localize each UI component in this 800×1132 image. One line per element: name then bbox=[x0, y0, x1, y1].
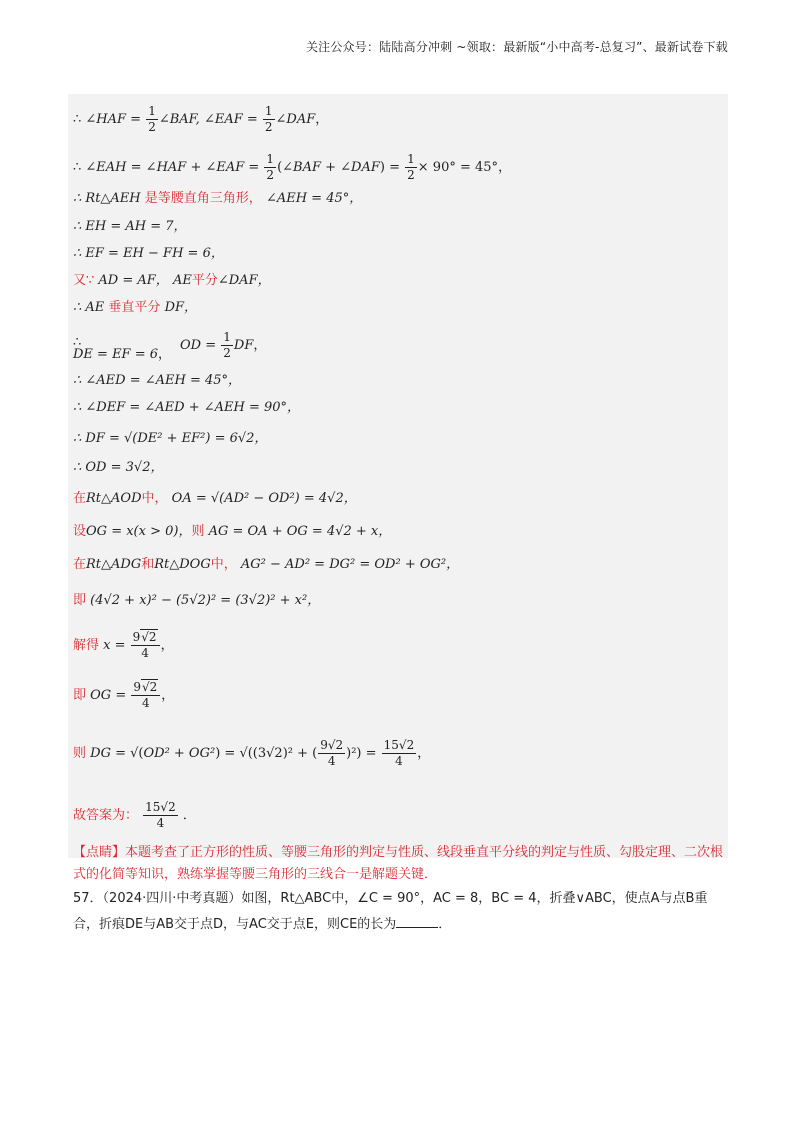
page-header: 关注公众号：陆陆高分冲刺 ~领取：最新版“小中高考-总复习”、最新试卷下载 bbox=[305, 40, 728, 54]
fraction: $\frac{9√2}{4}$ bbox=[131, 680, 160, 711]
solution-line-3: ∴ Rt△AEH 是等腰直角三角形， ∠AEH = 45°， bbox=[73, 191, 363, 206]
solution-line-8: ∴ DE = EF = 6， bbox=[73, 335, 172, 362]
solution-line-20: 故答案为： $\frac{15√2}{4}$ ． bbox=[73, 800, 196, 830]
solution-line-19: 则 DG = √(OD² + OG²) = √((3√2)² + ( $\frac{9√2}{4}$ )²) = $\frac{15√2}{4}$ ， bbox=[73, 738, 431, 768]
fraction: $\frac{1}{2}$ bbox=[266, 152, 275, 182]
question-number: 57． bbox=[73, 891, 103, 906]
fraction: $\frac{1}{2}$ bbox=[223, 330, 231, 360]
fraction: $\frac{9√2}{4}$ bbox=[131, 630, 160, 661]
solution-line-17: 解得 x = $\frac{9√2}{4}$ ， bbox=[73, 630, 174, 660]
fraction: $\frac{9√2}{4}$ bbox=[320, 738, 344, 768]
question-text: 如图，Rt△ABC中，∠C = 90°，AC = 8，BC = 4，折叠∨ABC，使点A与点B重合，折痕DE与AB交于点D，与AC交于点E，则CE的长为 bbox=[73, 891, 708, 932]
solution-line-8b: OD = $\frac{1}{2}$ DF， bbox=[180, 330, 267, 360]
fraction: $\frac{1}{2}$ bbox=[264, 104, 273, 134]
solution-line-5: ∴ EF = EH − FH = 6， bbox=[73, 246, 224, 261]
solution-line-1: ∴ ∠HAF = $\frac{1}{2}$ ∠BAF, ∠EAF = $\frac{1}{2}$ ∠DAF， bbox=[73, 104, 329, 134]
solution-line-11: ∴ DF = √(DE² + EF²) = 6√2， bbox=[73, 431, 268, 446]
fraction: $\frac{1}{2}$ bbox=[148, 104, 156, 134]
solution-line-2: ∴ ∠EAH = ∠HAF + ∠EAF = $\frac{1}{2}$ (∠BAF + ∠DAF) = $\frac{1}{2}$ × 90° = 45°， bbox=[73, 152, 512, 182]
fraction: $\frac{1}{2}$ bbox=[407, 152, 415, 182]
solution-line-13: 在Rt△AOD中， OA = √(AD² − OD²) = 4√2， bbox=[73, 491, 357, 506]
answer-blank[interactable] bbox=[396, 915, 438, 928]
solution-line-6: 又∵ AD = AF， AE平分∠DAF， bbox=[73, 273, 271, 288]
solution-line-12: ∴ OD = 3√2， bbox=[73, 460, 164, 475]
solution-line-14: 设OG = x(x > 0)，则 AG = OA + OG = 4√2 + x， bbox=[73, 524, 392, 539]
solution-line-7: ∴ AE 垂直平分 DF， bbox=[73, 300, 198, 315]
solution-line-15: 在Rt△ADG和Rt△DOG中， AG² − AD² = DG² = OD² + OG²， bbox=[73, 557, 460, 572]
fraction: $\frac{15√2}{4}$ bbox=[383, 738, 415, 768]
solution-line-9: ∴ ∠AED = ∠AEH = 45°， bbox=[73, 373, 242, 388]
fraction: $\frac{15√2}{4}$ bbox=[145, 800, 176, 830]
solution-line-16: 即 (4√2 + x)² − (5√2)² = (3√2)² + x²， bbox=[73, 593, 321, 608]
key-point-note: 【点睛】本题考查了正方形的性质、等腰三角形的判定与性质、线段垂直平分线的判定与性质、勾股定理、二次根式的化简等知识，熟练掌握等腰三角形的三线合一是解题关键． bbox=[73, 845, 724, 882]
solution-line-18: 即 OG = $\frac{9√2}{4}$ ， bbox=[73, 680, 175, 710]
solution-line-10: ∴ ∠DEF = ∠AED + ∠AEH = 90°， bbox=[73, 400, 301, 415]
solution-line-4: ∴ EH = AH = 7， bbox=[73, 219, 187, 234]
question-source: （2024·四川·中考真题） bbox=[102, 891, 242, 906]
question-57: 57．（2024·四川·中考真题）如图，Rt△ABC中，∠C = 90°，AC = 8，BC = 4，折叠∨ABC，使点A与点B重合，折痕DE与AB交于点D，与AC交于点E，则CE的长为 ． bbox=[73, 891, 708, 932]
